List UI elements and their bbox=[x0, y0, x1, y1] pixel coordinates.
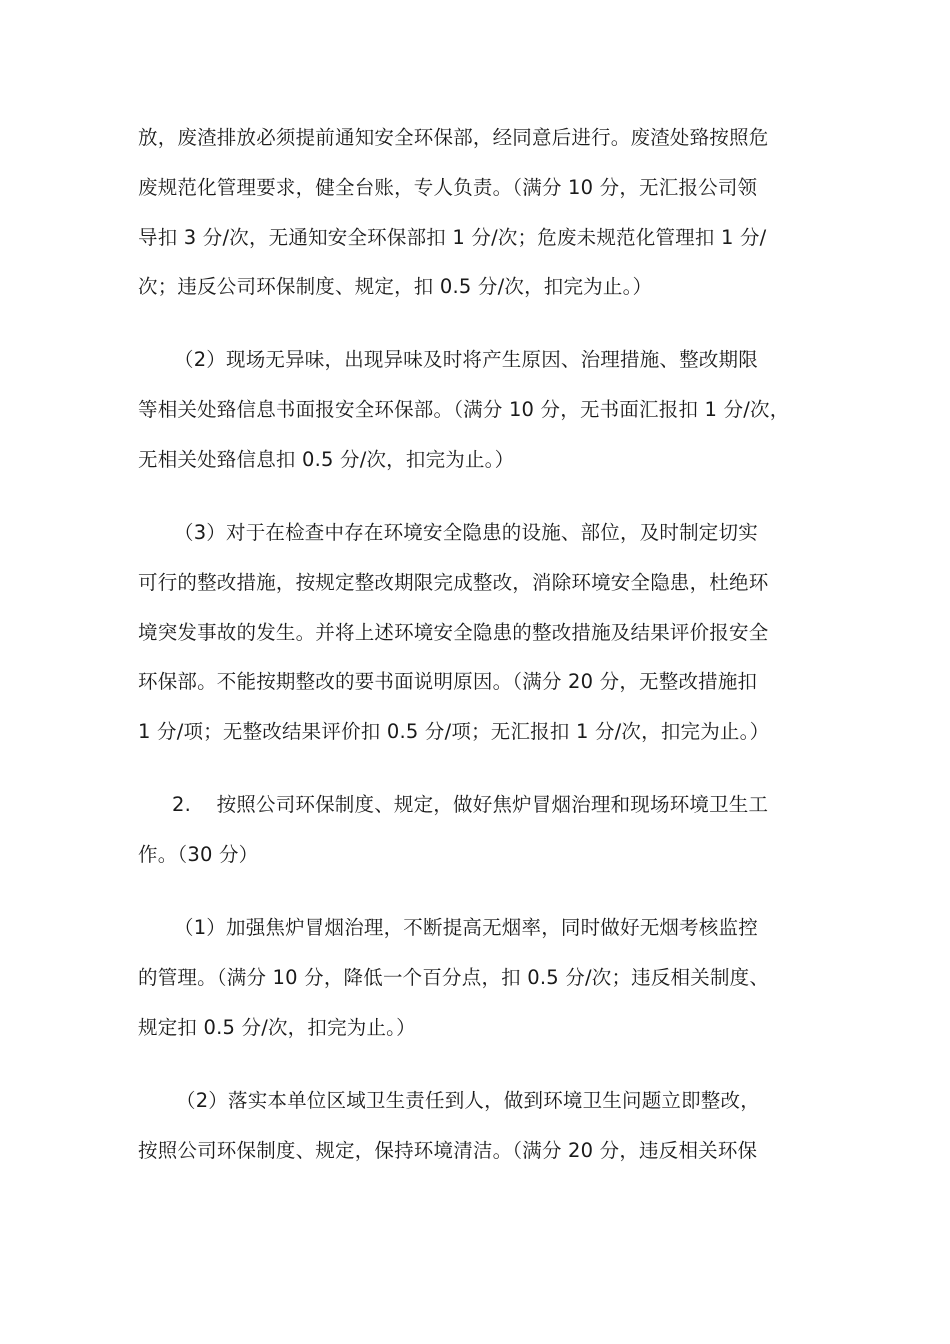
paragraph-1-line-3: 导扣 3 分/次，无通知安全环保部扣 1 分/次；危废未规范化管理扣 1 分/ bbox=[138, 226, 767, 249]
paragraph-1-line-4: 次；违反公司环保制度、规定，扣 0.5 分/次，扣完为止。） bbox=[138, 275, 653, 298]
paragraph-3-line-4: 环保部。不能按期整改的要书面说明原因。（满分 20 分，无整改措施扣 bbox=[138, 670, 758, 693]
paragraph-6-line-1: （2）落实本单位区域卫生责任到人，做到环境卫生问题立即整改， bbox=[176, 1089, 760, 1112]
paragraph-5-line-1: （1）加强焦炉冒烟治理，不断提高无烟率，同时做好无烟考核监控 bbox=[174, 916, 758, 939]
paragraph-3-line-3: 境突发事故的发生。并将上述环境安全隐患的整改措施及结果评价报安全 bbox=[138, 621, 769, 644]
paragraph-4-line-2: 作。（30 分） bbox=[138, 843, 259, 866]
paragraph-5-line-3: 规定扣 0.5 分/次，扣完为止。） bbox=[138, 1016, 416, 1039]
paragraph-6-line-2: 按照公司环保制度、规定，保持环境清洁。（满分 20 分，违反相关环保 bbox=[138, 1139, 758, 1162]
paragraph-2-line-3: 无相关处臵信息扣 0.5 分/次，扣完为止。） bbox=[138, 448, 515, 471]
paragraph-4-line-1: 2. 按照公司环保制度、规定，做好焦炉冒烟治理和现场环境卫生工 bbox=[172, 793, 769, 816]
paragraph-2-line-1: （2）现场无异味，出现异味及时将产生原因、治理措施、整改期限 bbox=[174, 348, 758, 371]
paragraph-1-line-2: 废规范化管理要求，健全台账，专人负责。（满分 10 分，无汇报公司领 bbox=[138, 176, 758, 199]
paragraph-2-line-2: 等相关处臵信息书面报安全环保部。（满分 10 分，无书面汇报扣 1 分/次， bbox=[138, 398, 790, 421]
paragraph-1-line-1: 放，废渣排放必须提前通知安全环保部，经同意后进行。废渣处臵按照危 bbox=[138, 126, 769, 149]
paragraph-3-line-5: 1 分/项；无整改结果评价扣 0.5 分/项；无汇报扣 1 分/次，扣完为止。） bbox=[138, 720, 770, 743]
paragraph-5-line-2: 的管理。（满分 10 分，降低一个百分点，扣 0.5 分/次；违反相关制度、 bbox=[138, 966, 770, 989]
paragraph-3-line-1: （3）对于在检查中存在环境安全隐患的设施、部位，及时制定切实 bbox=[174, 521, 758, 544]
paragraph-3-line-2: 可行的整改措施，按规定整改期限完成整改，消除环境安全隐患，杜绝环 bbox=[138, 571, 769, 594]
